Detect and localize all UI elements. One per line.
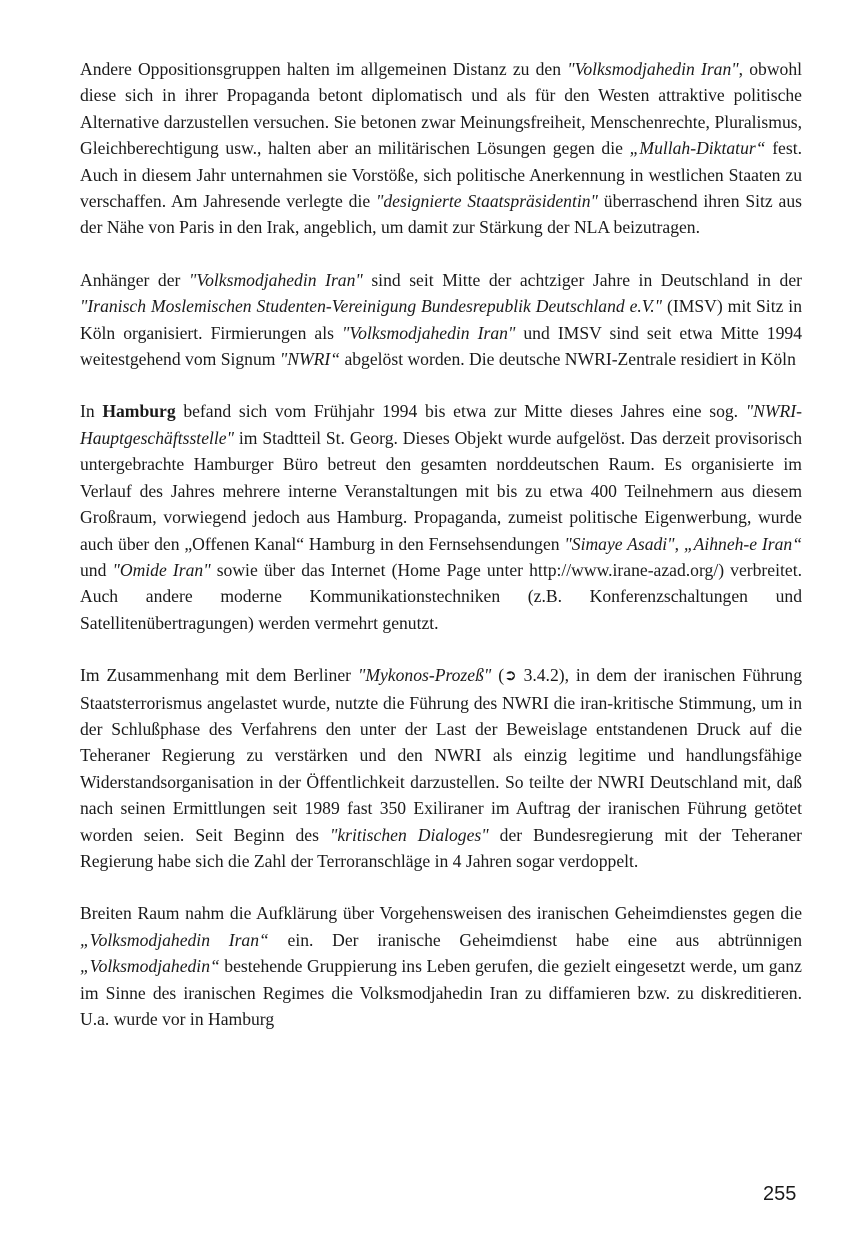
text-run: und IMSV sind seit etwa Mitte 1994 weitestgehend vom Signum: [80, 322, 802, 370]
italic-term: "Simaye Asadi": [564, 533, 675, 554]
paragraph-mykonos: [80, 662, 802, 874]
text-run: sind seit Mitte der achtziger Jahre in Deutschland in der: [362, 269, 802, 290]
italic-term: "Volksmodjahedin Iran": [342, 322, 516, 343]
italic-term: „Aihneh-e Iran“: [683, 533, 803, 554]
text-run: ein. Der iranische Geheimdienst habe eine aus abtrünnigen: [268, 929, 802, 950]
italic-term: "Volksmodjahedin Iran": [188, 269, 363, 290]
text-run: 3.4.2), in dem der iranischen Führung Staatsterrorismus angelastet wurde, nutzte die Führung des NWRI die iran-kritische Stimmung, um in der Schlußphase des Verfahrens den unter der Last der Beweislage entstandenen Druck auf die Teheraner Regierung zu verstärken und den NWRI als einzig legitime und handlungsfähige Widerstandsorganisation in der Öffentlichkeit darzustellen. So teilte der NWRI Deutschland mit, daß nach seinen Ermittlungen seit 1989 fast 350 Exiliraner im Auftrag der iranischen Führung getötet worden seien. Seit Beginn des: [80, 665, 802, 845]
arrow-icon: ➲: [504, 668, 517, 685]
italic-term: „Volksmodjahedin Iran“: [80, 929, 269, 950]
text-run: Anhänger der: [80, 269, 189, 290]
page-number: 255: [763, 1183, 797, 1205]
text-run: der Bundesregierung mit der Teheraner Regierung habe sich die Zahl der Terroranschläge in 4 Jahren sogar verdoppelt.: [80, 824, 802, 871]
paragraph-hamburg: [80, 398, 802, 636]
paragraph-supporters: [80, 267, 802, 373]
italic-term: "Volksmodjahedin Iran": [567, 59, 739, 79]
text-run: befand sich vom Frühjahr 1994 bis etwa zur Mitte dieses Jahres eine sog.: [175, 401, 746, 422]
text-run: In: [80, 401, 103, 422]
text-run: abgelöst worden. Die deutsche NWRI-Zentrale residiert in Köln: [340, 349, 796, 370]
italic-term: "kritischen Dialoges": [329, 824, 489, 845]
italic-term: "Mykonos-Prozeß": [357, 665, 492, 686]
text-run: im Stadtteil St. Georg. Dieses Objekt wurde aufgelöst. Das derzeit provisorisch untergebrachte Hamburger Büro betreut den gesamten norddeutschen Raum. Es organisierte im Verlauf des Jahres mehrere interne Veranstaltungen mit bis zu etwa 400 Teilnehmern aus diesem Großraum, vorwiegend jedoch aus Hamburg. Propaganda, zumeist politische Eigenwerbung, wurde auch über den „Offenen Kanal“ Hamburg in den Fernsehsendungen: [80, 427, 802, 554]
paragraph-secret-service: [80, 900, 802, 1032]
text-run: überraschend ihren Sitz aus der Nähe von Paris in den Irak, angeblich, um damit zur Stärkung der NLA beizutragen.: [80, 191, 803, 238]
text-run: (IMSV) mit Sitz in Köln organisiert. Firmierungen als: [80, 296, 802, 343]
paragraph-opposition: [80, 56, 802, 241]
text-run: sowie über das Internet (Home Page unter http://www.irane-azad.org/) verbreitet. Auch andere moderne Kommunikationstechniken (z.B. Konferenzschaltungen und Satellitenübertragungen) werden vermehrt genutzt.: [80, 559, 802, 633]
text-run: Im Zusammenhang mit dem Berliner: [80, 665, 358, 686]
text-run: Andere Oppositionsgruppen halten im allgemeinen Distanz zu den: [80, 59, 568, 79]
italic-term: "NWRI“: [279, 349, 341, 370]
italic-term: „Mullah-Diktatur“: [629, 138, 766, 159]
text-run: ,: [674, 533, 684, 554]
italic-term: "NWRI-Hauptgeschäftsstelle": [80, 401, 802, 448]
text-run: bestehende Gruppierung ins Leben gerufen, die gezielt eingesetzt werde, um ganz im Sinne des iranischen Regimes die Volksmodjahedin Iran zu diffamieren bzw. zu diskreditieren. U.a. wurde vor in Hamburg: [80, 956, 802, 1029]
italic-term: "Iranisch Moslemischen Studenten-Vereinigung Bundesrepublik Deutschland e.V.": [80, 296, 663, 317]
bold-term: Hamburg: [102, 401, 176, 422]
document-body: [80, 56, 802, 1032]
italic-term: "designierte Staatspräsidentin": [376, 191, 598, 212]
text-run: Breiten Raum nahm die Aufklärung über Vorgehensweisen des iranischen Geheimdienstes gegen die: [80, 903, 802, 924]
italic-term: "Omide Iran": [112, 559, 211, 580]
italic-term: „Volksmodjahedin“: [80, 956, 220, 977]
text-run: und: [80, 559, 113, 580]
text-run: fest. Auch in diesem Jahr unternahmen sie Vorstöße, sich politische Anerkennung in westlichen Staaten zu verschaffen. Am Jahresende verlegte die: [80, 138, 802, 212]
text-run: (: [491, 665, 505, 686]
text-run: , obwohl diese sich in ihrer Propaganda betont diplomatisch und als für den Westen attraktive politische Alternative darzustellen versuchen. Sie betonen zwar Meinungsfreiheit, Menschenrechte, Pluralismus, Gleichberechtigung usw., halten aber an militärischen Lösungen gegen die: [80, 59, 803, 159]
